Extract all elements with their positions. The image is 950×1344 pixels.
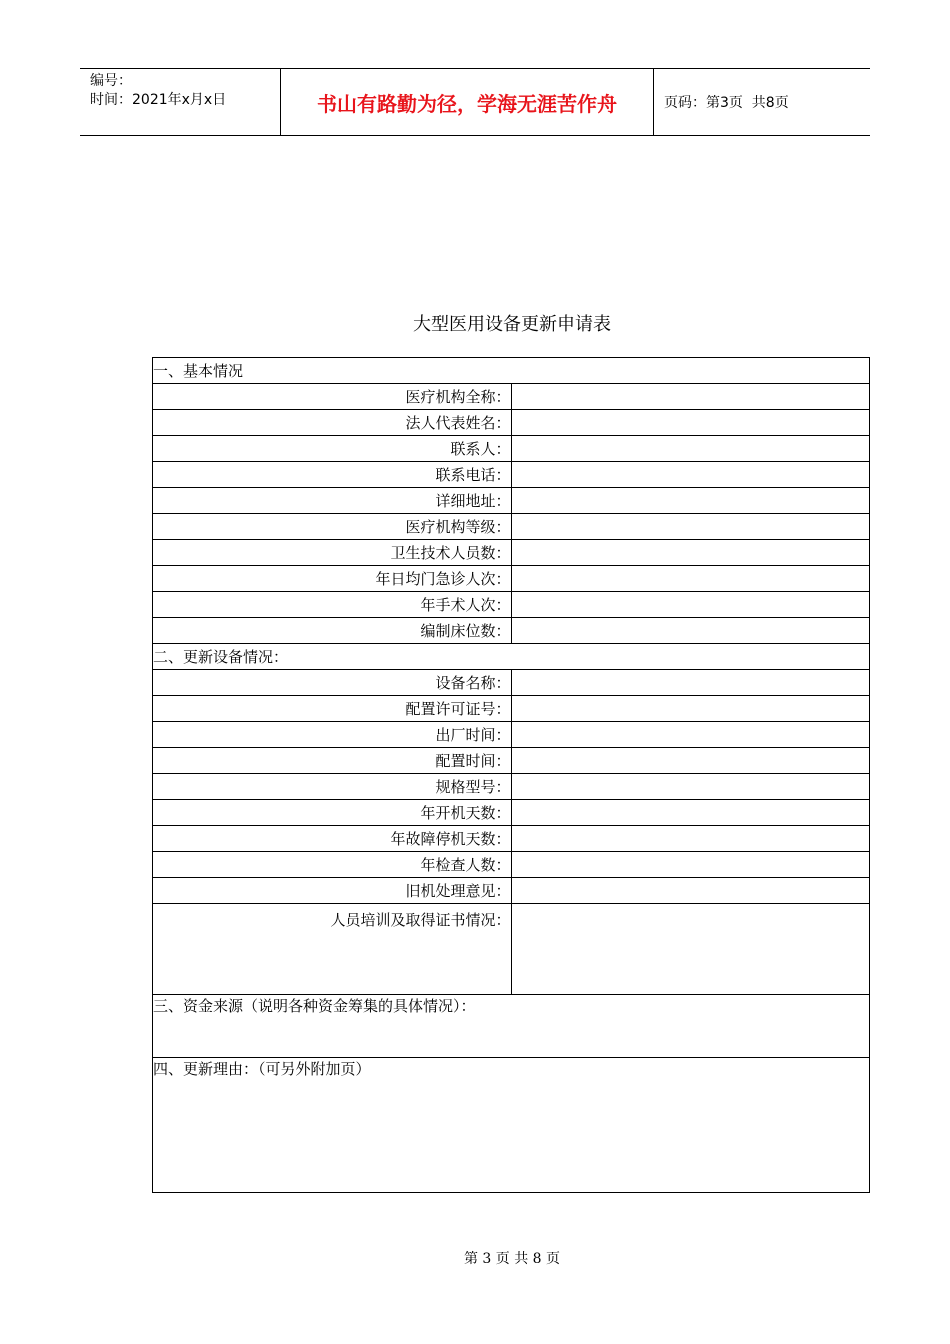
field-label: 年手术人次：	[153, 592, 512, 618]
field-label: 编制床位数：	[153, 618, 512, 644]
header-page-info	[654, 69, 870, 135]
field-value[interactable]	[511, 436, 870, 462]
header-motto: 书山有路勤为径，学海无涯苦作舟	[281, 69, 654, 135]
field-label: 年日均门急诊人次：	[153, 566, 512, 592]
code-label: 编号：	[90, 73, 132, 89]
field-label: 医疗机构等级：	[153, 514, 512, 540]
section-equipment: 二、更新设备情况：	[153, 644, 870, 670]
field-label: 年故障停机天数：	[153, 826, 512, 852]
field-value[interactable]	[511, 722, 870, 748]
field-value[interactable]	[511, 696, 870, 722]
field-value[interactable]	[511, 826, 870, 852]
field-value[interactable]	[511, 410, 870, 436]
field-value[interactable]	[511, 488, 870, 514]
field-label: 医疗机构全称：	[153, 384, 512, 410]
field-value[interactable]	[511, 800, 870, 826]
field-value[interactable]	[511, 514, 870, 540]
document-title: 大型医用设备更新申请表	[413, 314, 611, 335]
field-label: 设备名称：	[153, 670, 512, 696]
training-value[interactable]	[511, 904, 870, 995]
field-label: 规格型号：	[153, 774, 512, 800]
field-value[interactable]	[511, 462, 870, 488]
field-value[interactable]	[511, 774, 870, 800]
field-label: 出厂时间：	[153, 722, 512, 748]
field-label: 年开机天数：	[153, 800, 512, 826]
field-label: 配置许可证号：	[153, 696, 512, 722]
field-label: 年检查人数：	[153, 852, 512, 878]
field-value[interactable]	[511, 878, 870, 904]
training-label: 人员培训及取得证书情况：	[153, 904, 512, 995]
header-meta	[80, 69, 281, 135]
section-funding[interactable]: 三、资金来源（说明各种资金筹集的具体情况）：	[153, 995, 870, 1058]
field-label: 旧机处理意见：	[153, 878, 512, 904]
page-info-text: 页码：第3页 共8页	[664, 95, 789, 111]
time-label: 时间：2021年x月x日	[90, 92, 227, 108]
application-form	[152, 357, 870, 1193]
field-value[interactable]	[511, 566, 870, 592]
section-reason[interactable]: 四、更新理由：（可另外附加页）	[153, 1058, 870, 1193]
field-label: 配置时间：	[153, 748, 512, 774]
field-label: 法人代表姓名：	[153, 410, 512, 436]
field-value[interactable]	[511, 670, 870, 696]
field-label: 联系电话：	[153, 462, 512, 488]
page-header	[80, 68, 870, 136]
field-label: 详细地址：	[153, 488, 512, 514]
field-value[interactable]	[511, 592, 870, 618]
field-value[interactable]	[511, 618, 870, 644]
page-footer	[0, 1248, 950, 1268]
field-value[interactable]	[511, 748, 870, 774]
field-label: 联系人：	[153, 436, 512, 462]
field-label: 卫生技术人员数：	[153, 540, 512, 566]
footer-page-number: 第 3 页 共 8 页	[463, 1251, 561, 1267]
field-value[interactable]	[511, 852, 870, 878]
section-basic-info: 一、基本情况	[153, 358, 870, 384]
field-value[interactable]	[511, 384, 870, 410]
field-value[interactable]	[511, 540, 870, 566]
